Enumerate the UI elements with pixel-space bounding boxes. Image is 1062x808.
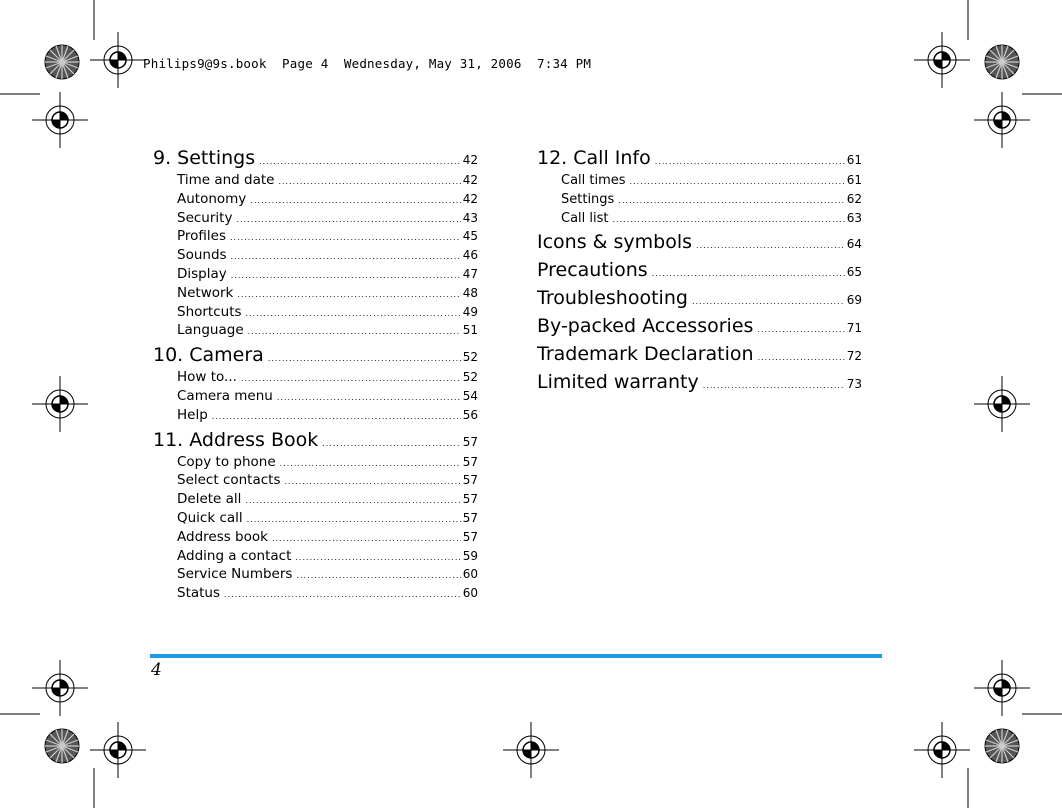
toc-entry-label: Quick call	[177, 509, 243, 526]
toc-dot-leader	[247, 516, 461, 524]
toc-dot-leader	[230, 234, 461, 242]
toc-dot-leader	[280, 460, 461, 468]
toc-entry-label: Profiles	[177, 228, 227, 245]
toc-page-number: 46	[462, 248, 478, 263]
toc-dot-leader	[655, 158, 845, 166]
toc-dot-leader	[212, 413, 461, 421]
toc-section-entry[interactable]	[153, 265, 478, 287]
toc-dot-leader	[322, 440, 460, 448]
page-number: 4	[151, 660, 162, 680]
footer-rule	[150, 654, 882, 658]
toc-page-number: 49	[462, 304, 478, 319]
toc-page-number: 52	[462, 370, 478, 385]
toc-entry-label: Limited warranty	[537, 371, 699, 394]
toc-dot-leader	[272, 535, 461, 543]
toc-page-number: 43	[462, 210, 478, 225]
registration-mark-bottom-center	[503, 722, 559, 778]
toc-dot-leader	[259, 158, 461, 166]
toc-entry-label: Trademark Declaration	[537, 343, 754, 366]
toc-entry-label: Sounds	[177, 247, 227, 264]
toc-section-entry[interactable]	[153, 406, 478, 428]
toc-page-number: 57	[462, 454, 478, 469]
toc-dot-leader	[268, 355, 461, 363]
toc-dot-leader	[248, 328, 461, 336]
toc-entry-label: Status	[177, 585, 221, 602]
toc-entry-label: Language	[177, 322, 244, 339]
toc-page-number: 65	[846, 265, 862, 280]
toc-page-number: 54	[462, 388, 478, 403]
registration-mark-right-lower	[974, 660, 1030, 716]
toc-dot-leader	[618, 197, 844, 205]
toc-section-entry[interactable]	[153, 528, 478, 550]
toc-chapter-entry[interactable]	[153, 428, 478, 456]
toc-entry-label: Copy to phone	[177, 453, 276, 470]
toc-section-entry[interactable]	[153, 509, 478, 531]
toc-section-entry[interactable]	[537, 193, 862, 212]
toc-page-number: 72	[846, 349, 862, 364]
toc-dot-leader	[758, 354, 845, 362]
registration-mark-top-right	[914, 32, 970, 88]
toc-page-number: 42	[462, 191, 478, 206]
toc-chapter-entry[interactable]	[537, 314, 862, 342]
toc-page-number: 64	[846, 237, 862, 252]
toc-dot-leader	[237, 291, 460, 299]
toc-entry-label: Select contacts	[177, 472, 281, 489]
toc-entry-label: Autonomy	[177, 190, 247, 207]
toc-page-number: 69	[846, 293, 862, 308]
toc-section-entry[interactable]	[537, 174, 862, 193]
toc-entry-label: Delete all	[177, 491, 242, 508]
toc-dot-leader	[696, 242, 845, 250]
star-target-bottom-left	[45, 729, 79, 763]
toc-chapter-entry[interactable]	[153, 146, 478, 174]
toc-dot-leader	[250, 197, 460, 205]
registration-mark-left-upper	[32, 92, 88, 148]
toc-chapter-entry[interactable]	[537, 230, 862, 258]
toc-section-entry[interactable]	[537, 212, 862, 231]
toc-page-number: 61	[846, 173, 862, 187]
toc-entry-label: Settings	[561, 191, 615, 207]
toc-dot-leader	[246, 310, 461, 318]
toc-entry-label: Service Numbers	[177, 566, 293, 583]
registration-mark-left-middle	[32, 376, 88, 432]
registration-mark-right-middle	[974, 376, 1030, 432]
toc-section-entry[interactable]	[153, 284, 478, 306]
toc-dot-leader	[703, 382, 845, 390]
toc-dot-leader	[241, 375, 461, 383]
toc-entry-label: Time and date	[177, 172, 275, 188]
toc-page-number: 57	[462, 510, 478, 525]
toc-entry-label: Help	[177, 406, 208, 423]
toc-column-right	[537, 146, 862, 398]
toc-page-number: 57	[462, 492, 478, 507]
toc-chapter-entry[interactable]	[153, 343, 478, 371]
toc-section-entry[interactable]	[153, 324, 478, 343]
toc-chapter-entry[interactable]	[537, 258, 862, 286]
toc-page-number: 51	[462, 323, 478, 338]
toc-dot-leader	[278, 178, 460, 186]
toc-section-entry[interactable]	[153, 387, 478, 409]
star-target-top-right	[985, 45, 1019, 79]
toc-chapter-entry[interactable]	[537, 146, 862, 174]
toc-dot-leader	[285, 478, 461, 486]
toc-entry-label: 10. Camera	[153, 344, 264, 367]
toc-dot-leader	[231, 253, 461, 261]
toc-page-number: 60	[462, 586, 478, 601]
toc-page-number: 52	[462, 350, 478, 365]
toc-entry-label: Precautions	[537, 259, 648, 282]
toc-entry-label: Address book	[177, 528, 268, 545]
toc-dot-leader	[692, 298, 845, 306]
toc-entry-label: Camera menu	[177, 387, 273, 404]
toc-section-entry[interactable]	[153, 174, 478, 193]
toc-page-number: 59	[462, 548, 478, 563]
toc-page-number: 57	[462, 473, 478, 488]
toc-entry-label: Troubleshooting	[537, 287, 688, 310]
toc-dot-leader	[652, 270, 845, 278]
toc-page-number: 62	[846, 191, 862, 206]
toc-entry-label: Security	[177, 209, 233, 226]
toc-dot-leader	[630, 178, 845, 186]
toc-chapter-entry[interactable]	[537, 342, 862, 370]
toc-page-number: 71	[846, 321, 862, 336]
toc-page-number: 60	[462, 567, 478, 582]
registration-mark-top-left	[90, 32, 146, 88]
star-target-bottom-right	[985, 729, 1019, 763]
toc-entry-label: Display	[177, 265, 227, 282]
registration-mark-left-lower	[32, 660, 88, 716]
star-target-top-left	[45, 45, 79, 79]
toc-dot-leader	[277, 394, 461, 402]
toc-chapter-entry[interactable]	[537, 370, 862, 398]
toc-entry-label: Call list	[561, 210, 609, 226]
toc-entry-label: 11. Address Book	[153, 428, 319, 451]
toc-dot-leader	[236, 216, 460, 224]
toc-chapter-entry[interactable]	[537, 286, 862, 314]
toc-page-number: 61	[846, 153, 862, 167]
toc-page-number: 57	[462, 529, 478, 544]
toc-entry-label: Icons & symbols	[537, 231, 693, 254]
toc-page-number: 42	[462, 153, 478, 167]
toc-entry-label: How to...	[177, 369, 237, 386]
toc-page-number: 73	[846, 377, 862, 392]
toc-page-number: 47	[462, 266, 478, 281]
toc-dot-leader	[757, 326, 844, 334]
toc-dot-leader	[224, 591, 461, 599]
print-header-info: Philips9@9s.book Page 4 Wednesday, May 31, 2006 7:34 PM	[143, 56, 592, 71]
toc-page-number: 56	[462, 407, 478, 422]
toc-dot-leader	[296, 572, 460, 580]
toc-section-entry[interactable]	[153, 587, 478, 606]
toc-page-number: 63	[846, 210, 862, 225]
toc-dot-leader	[231, 272, 461, 280]
toc-page-number: 42	[462, 173, 478, 187]
registration-mark-right-upper	[974, 92, 1030, 148]
toc-entry-label: 12. Call Info	[537, 147, 651, 169]
toc-entry-label: 9. Settings	[153, 147, 256, 169]
registration-mark-bottom-right	[914, 722, 970, 778]
toc-entry-label: Network	[177, 284, 234, 301]
registration-mark-bottom-left	[90, 722, 146, 778]
toc-section-entry[interactable]	[153, 190, 478, 212]
toc-entry-label: Call times	[561, 173, 626, 188]
toc-entry-label: Shortcuts	[177, 303, 242, 320]
toc-entry-label: Adding a contact	[177, 547, 292, 564]
toc-dot-leader	[613, 216, 845, 224]
toc-page-number: 48	[462, 285, 478, 300]
toc-dot-leader	[245, 497, 460, 505]
toc-page-number: 57	[462, 434, 478, 449]
toc-column-left	[153, 146, 478, 606]
toc-page-number: 45	[462, 229, 478, 244]
toc-dot-leader	[295, 554, 460, 562]
toc-entry-label: By-packed Accessories	[537, 315, 754, 338]
